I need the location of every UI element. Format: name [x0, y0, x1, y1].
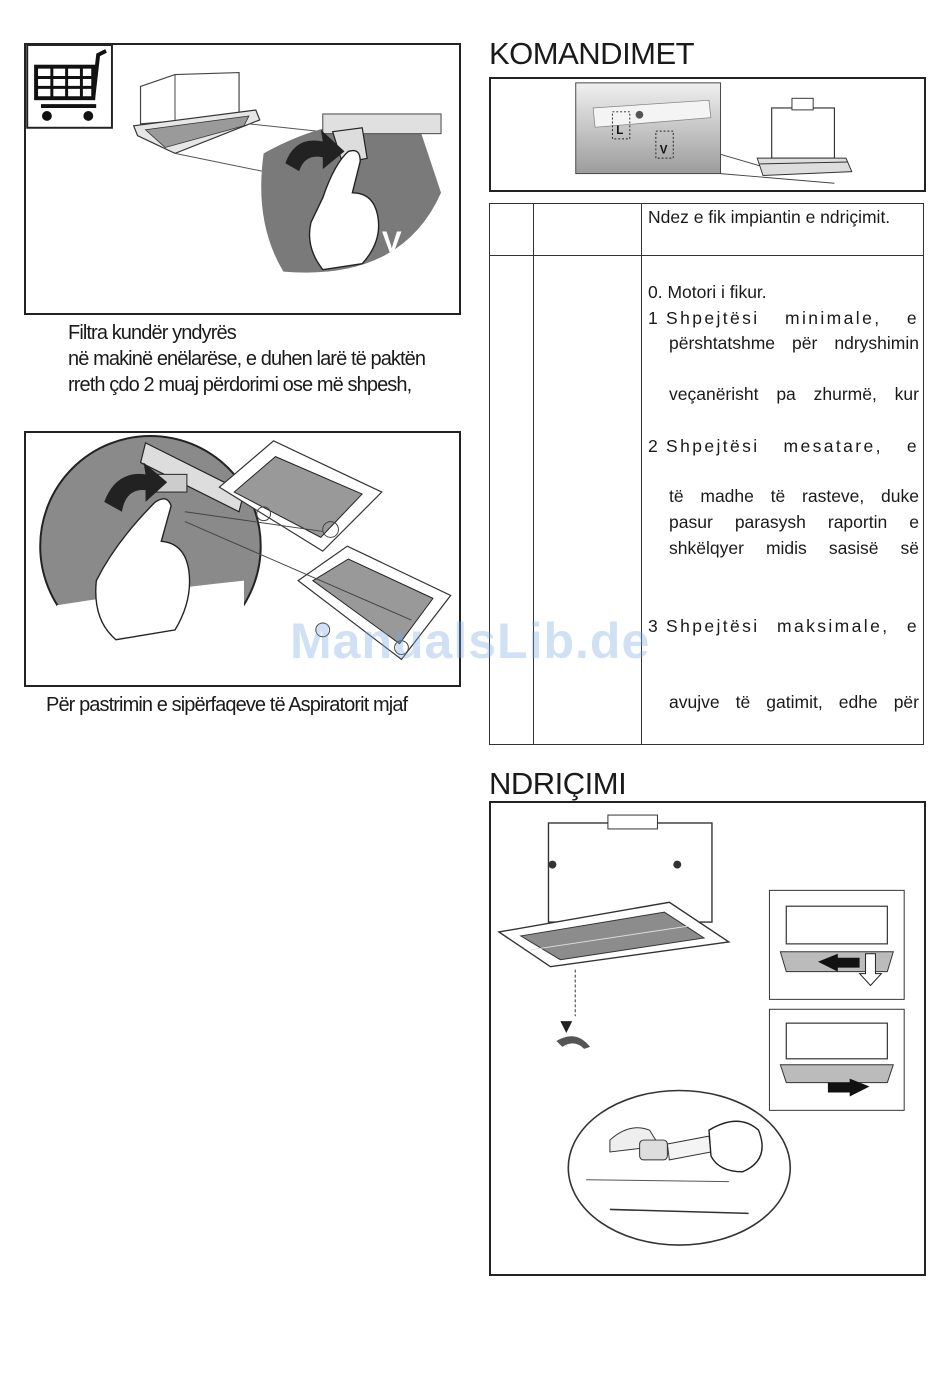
controls-row2-symbol: [490, 256, 534, 745]
ndricimi-heading: NDRIÇIMI: [489, 766, 627, 801]
speed-2-line-4: shkëlqyer midis sasisë së: [669, 538, 919, 558]
komandimet-heading: KOMANDIMET: [489, 36, 695, 71]
filter-caption-line-2: në makinë enëlarëse, e duhen larë të paktën: [68, 348, 426, 370]
speed-2-line-2: të madhe të rasteve, duke: [669, 486, 919, 506]
lighting-illustration: [491, 803, 924, 1274]
controls-row1-description: [642, 204, 924, 256]
controls-row1-symbol: [490, 204, 534, 256]
figure-controls: [489, 77, 926, 192]
speed-1-text: Shpejtësi minimale, e: [666, 308, 919, 328]
control-label-v: V: [659, 144, 668, 157]
watermark: ManualsLib.de: [290, 613, 651, 669]
controls-row2-label: [534, 256, 642, 745]
cleaning-caption: Për pastrimin e sipërfaqeve të Aspiratorit mjaf: [46, 694, 408, 716]
figure-lighting: [489, 801, 926, 1276]
speed-2-number: 2: [648, 436, 658, 456]
light-description: Ndez e fik impiantin e ndriçimit.: [648, 207, 891, 227]
controls-row1-label: [534, 204, 642, 256]
filter-caption-line-3: rreth çdo 2 muaj përdorimi ose më shpesh,: [68, 374, 412, 396]
filter-caption: [68, 320, 425, 398]
speed-2-text: Shpejtësi mesatare, e: [666, 436, 919, 456]
speed-1-line-2: përshtatshme për ndryshimin: [669, 333, 919, 353]
filter-removal-illustration: [26, 45, 459, 313]
figure-filter-removal: [24, 43, 461, 315]
speed-3-text: Shpejtësi maksimale, e: [666, 616, 919, 636]
controls-illustration: [491, 79, 924, 190]
figure-label-v: V: [381, 225, 402, 259]
speed-1-number: 1: [648, 308, 658, 328]
speed-3-number: 3: [648, 616, 658, 636]
speed-3-line-2: avujve të gatimit, edhe për: [669, 692, 919, 712]
controls-row2-description: [642, 256, 924, 745]
speed-0-text: 0. Motori i fikur.: [648, 282, 767, 302]
filter-caption-line-1: Filtra kundër yndyrës: [68, 322, 236, 344]
speed-1-line-3: veçanërisht pa zhurmë, kur: [669, 384, 919, 404]
control-label-l: L: [616, 125, 624, 138]
speed-2-line-3: pasur parasysh raportin e: [669, 512, 919, 532]
